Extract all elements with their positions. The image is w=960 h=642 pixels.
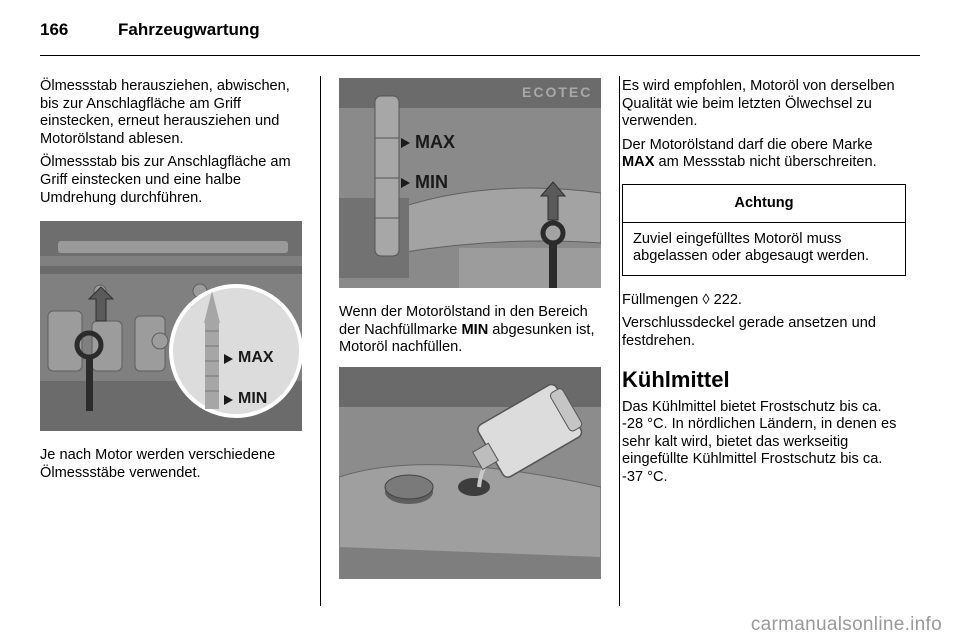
max-label: MAX xyxy=(415,132,455,152)
column-1 xyxy=(40,78,304,488)
column-divider xyxy=(320,76,321,606)
figure-dipstick-engine xyxy=(40,221,302,431)
paragraph: Verschlussdeckel gerade ansetzen und festdrehen. xyxy=(622,315,876,349)
paragraph: Wenn der Motorölstand in den Bereich der Nachfüllmarke MIN abgesunken ist, Motoröl nachfüllen. xyxy=(339,304,595,356)
section-title: Kühlmittel xyxy=(622,366,730,392)
dipstick-illustration xyxy=(339,78,601,288)
ecotec-label: ECOTEC xyxy=(522,84,593,100)
page-reference-icon: ◊ xyxy=(702,291,710,308)
max-label: MAX xyxy=(238,349,274,367)
paragraph: Je nach Motor werden verschiedene Ölmessstäbe verwendet. xyxy=(40,447,276,481)
min-label: MIN xyxy=(415,172,448,192)
paragraph: Ölmessstab herausziehen, abwischen, bis zur Anschlagfläche am Griff einstecken, erneut herausziehen und Motorölstand ablesen. xyxy=(40,78,290,147)
column-divider xyxy=(619,76,620,606)
column-3 xyxy=(622,78,906,493)
oil-filling-illustration xyxy=(339,367,601,579)
column-2 xyxy=(339,78,603,579)
paragraph: Füllmengen ◊ 222. xyxy=(622,291,742,308)
warning-title: Achtung xyxy=(623,185,905,223)
header-rule xyxy=(40,55,920,56)
paragraph: Ölmessstab bis zur Anschlagfläche am Griff einstecken und eine halbe Umdrehung durchführen. xyxy=(40,154,291,206)
paragraph: Es wird empfohlen, Motoröl von derselben Qualität wie beim letzten Ölwechsel zu verwenden. xyxy=(622,78,895,130)
paragraph: Das Kühlmittel bietet Frostschutz bis ca. -28 °C. In nördlichen Ländern, in denen es sehr kalt wird, bietet das werkseitig eingefüllte Kühlmittel Frostschutz bis ca. -37 °C. xyxy=(622,398,897,485)
warning-box xyxy=(622,184,906,276)
page-number: 166 xyxy=(40,20,69,39)
warning-text: Zuviel eingefülltes Motoröl muss abgelassen oder abgesaugt werden. xyxy=(633,230,870,265)
figure-dipstick-closeup xyxy=(339,78,601,288)
min-label: MIN xyxy=(238,390,268,408)
page-title: Fahrzeugwartung xyxy=(118,20,260,39)
paragraph: Der Motorölstand darf die obere Marke MAX am Messstab nicht überschreiten. xyxy=(622,136,877,171)
watermark: carmanualsonline.info xyxy=(750,614,942,635)
figure-oil-filling xyxy=(339,367,601,579)
